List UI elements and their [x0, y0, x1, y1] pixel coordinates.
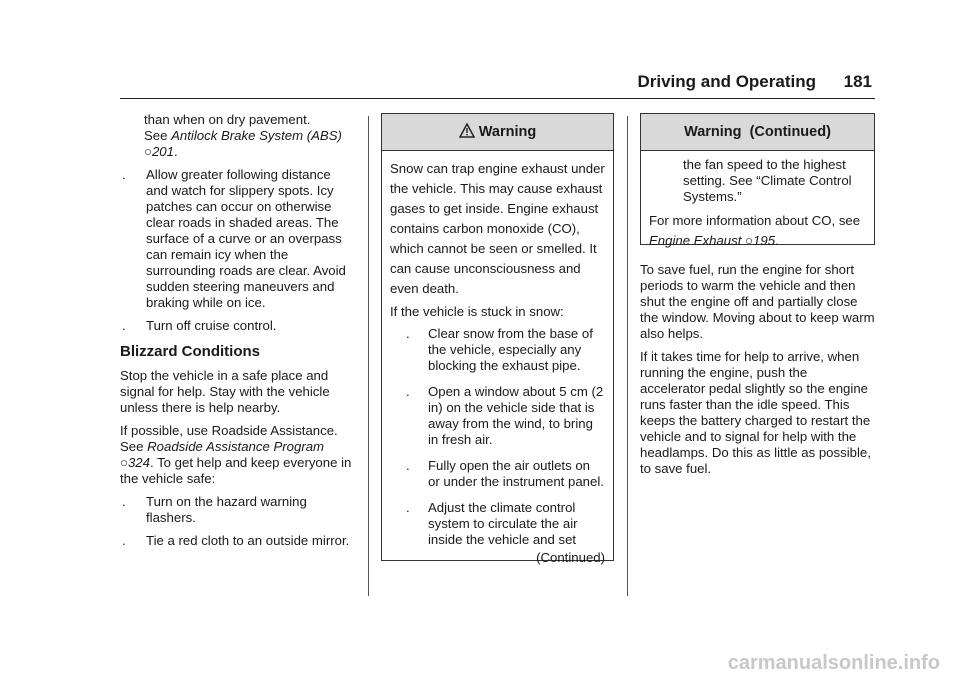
- warning-intro: Snow can trap engine exhaust under the vehicle. This may cause exhaust gases to get inside. Engine exhaust contains carbon monoxide (CO), which cannot be seen or smelled. It can cause unconsciousness and even death.: [390, 161, 605, 296]
- paragraph-roadside: [120, 423, 355, 487]
- continued-line: than when on dry pavement.: [144, 112, 311, 127]
- paragraph-stop-vehicle: Stop the vehicle in a safe place and signal for help. Stay with the vehicle unless there is help nearby.: [120, 368, 330, 415]
- warning-title: Warning: [478, 124, 537, 140]
- engine-exhaust-page-link[interactable]: 195: [753, 233, 776, 248]
- warning-continued-text: the fan speed to the highest setting. See “Climate Control Systems.”: [683, 157, 852, 204]
- abs-page-link[interactable]: 201: [151, 144, 174, 159]
- bullet-text: Clear snow from the base of the vehicle, especially any blocking the exhaust pipe.: [428, 326, 593, 373]
- roadside-page-link[interactable]: 324: [127, 455, 150, 470]
- bullet-text: Open a window about 5 cm (2 in) on the vehicle side that is away from the wind, to bring in fresh air.: [428, 384, 604, 447]
- bullet-text: Fully open the air outlets on or under the instrument panel.: [428, 458, 604, 489]
- bullet-icon: .: [406, 326, 410, 341]
- warning-continued-body: [641, 151, 874, 260]
- bullet-following-distance: [120, 167, 355, 311]
- paragraph-text: If possible, use Roadside Assistance. See: [120, 423, 338, 454]
- page-number: 181: [843, 72, 872, 91]
- continued-bullet-text: than when on dry pavement. See Antilock Brake System (ABS) ○201.: [144, 112, 342, 159]
- bullet-text: Turn on the hazard warning flashers.: [146, 494, 307, 525]
- warning-bullet: [404, 500, 605, 548]
- header-divider: [120, 98, 875, 99]
- paragraph-text: .: [775, 233, 779, 248]
- bullet-icon: .: [122, 167, 126, 182]
- bullet-red-cloth: [120, 533, 355, 549]
- warning-continued-title: Warning (Continued): [684, 124, 831, 140]
- bullet-icon: .: [122, 533, 126, 548]
- paragraph-text: For more information about CO, see: [649, 213, 861, 228]
- warning-continued-box: [640, 113, 875, 248]
- section-heading: Blizzard Conditions: [120, 343, 260, 360]
- page-ref-icon: ○: [120, 455, 128, 470]
- bullet-icon: .: [406, 384, 410, 399]
- continued-label: (Continued): [536, 550, 605, 565]
- see-label: See: [144, 128, 172, 143]
- section-title: Driving and Operating: [637, 72, 816, 91]
- warning-bullet: [404, 458, 605, 490]
- bullet-text: Turn off cruise control.: [146, 318, 277, 333]
- more-info-paragraph: [649, 211, 866, 251]
- page-ref-icon: ○: [144, 144, 152, 159]
- warning-stuck: If the vehicle is stuck in snow:: [390, 304, 564, 319]
- warning-box: [381, 113, 614, 565]
- left-column: [120, 112, 355, 556]
- column-divider-right: [627, 116, 628, 596]
- bullet-hazard: [120, 494, 355, 526]
- warning-bullet: [404, 326, 605, 374]
- abs-reference-link[interactable]: Antilock Brake System (ABS): [171, 128, 342, 143]
- bullet-text: Allow greater following distance and watch for slippery spots. Icy patches can occur on otherwise clear roads in shaded areas. The surface of a curve or an overpass can remain icy when the surrounding roads are clear. Avoid sudden steering maneuvers and braking while on ice.: [146, 167, 346, 310]
- warning-bullet: [404, 384, 605, 448]
- bullet-icon: .: [406, 458, 410, 473]
- paragraph-save-fuel: To save fuel, run the engine for short periods to warm the vehicle and then shut the engine off and partially close the window. Moving about to keep warm also helps.: [640, 262, 875, 341]
- bullet-icon: .: [406, 500, 410, 515]
- watermark: carmanualsonline.info: [727, 652, 940, 674]
- paragraph-text: . To get help and keep everyone in the vehicle safe:: [120, 455, 352, 486]
- warning-continued-header: [641, 114, 874, 151]
- column-divider-left: [368, 116, 369, 596]
- warning-header: [382, 114, 613, 151]
- warning-body: [382, 151, 613, 572]
- roadside-assistance-link[interactable]: Roadside Assistance Program: [147, 439, 325, 454]
- engine-exhaust-link[interactable]: Engine Exhaust: [649, 233, 742, 248]
- bullet-text: Adjust the climate control system to circulate the air inside the vehicle and set: [428, 500, 578, 547]
- paragraph-help-arrive: If it takes time for help to arrive, when running the engine, push the accelerator pedal slightly so the engine runs faster than the idle speed. This keeps the battery charged to restart the vehicle and to signal for help with the headlamps. Do this as little as possible, to save fuel.: [640, 349, 871, 476]
- bullet-text: Tie a red cloth to an outside mirror.: [146, 533, 350, 548]
- bullet-cruise-control: [120, 318, 355, 334]
- bullet-icon: .: [122, 494, 126, 509]
- right-column: [640, 262, 876, 484]
- bullet-icon: .: [122, 318, 126, 333]
- page-ref-icon: ○: [745, 233, 754, 248]
- warning-triangle-icon: [459, 123, 475, 142]
